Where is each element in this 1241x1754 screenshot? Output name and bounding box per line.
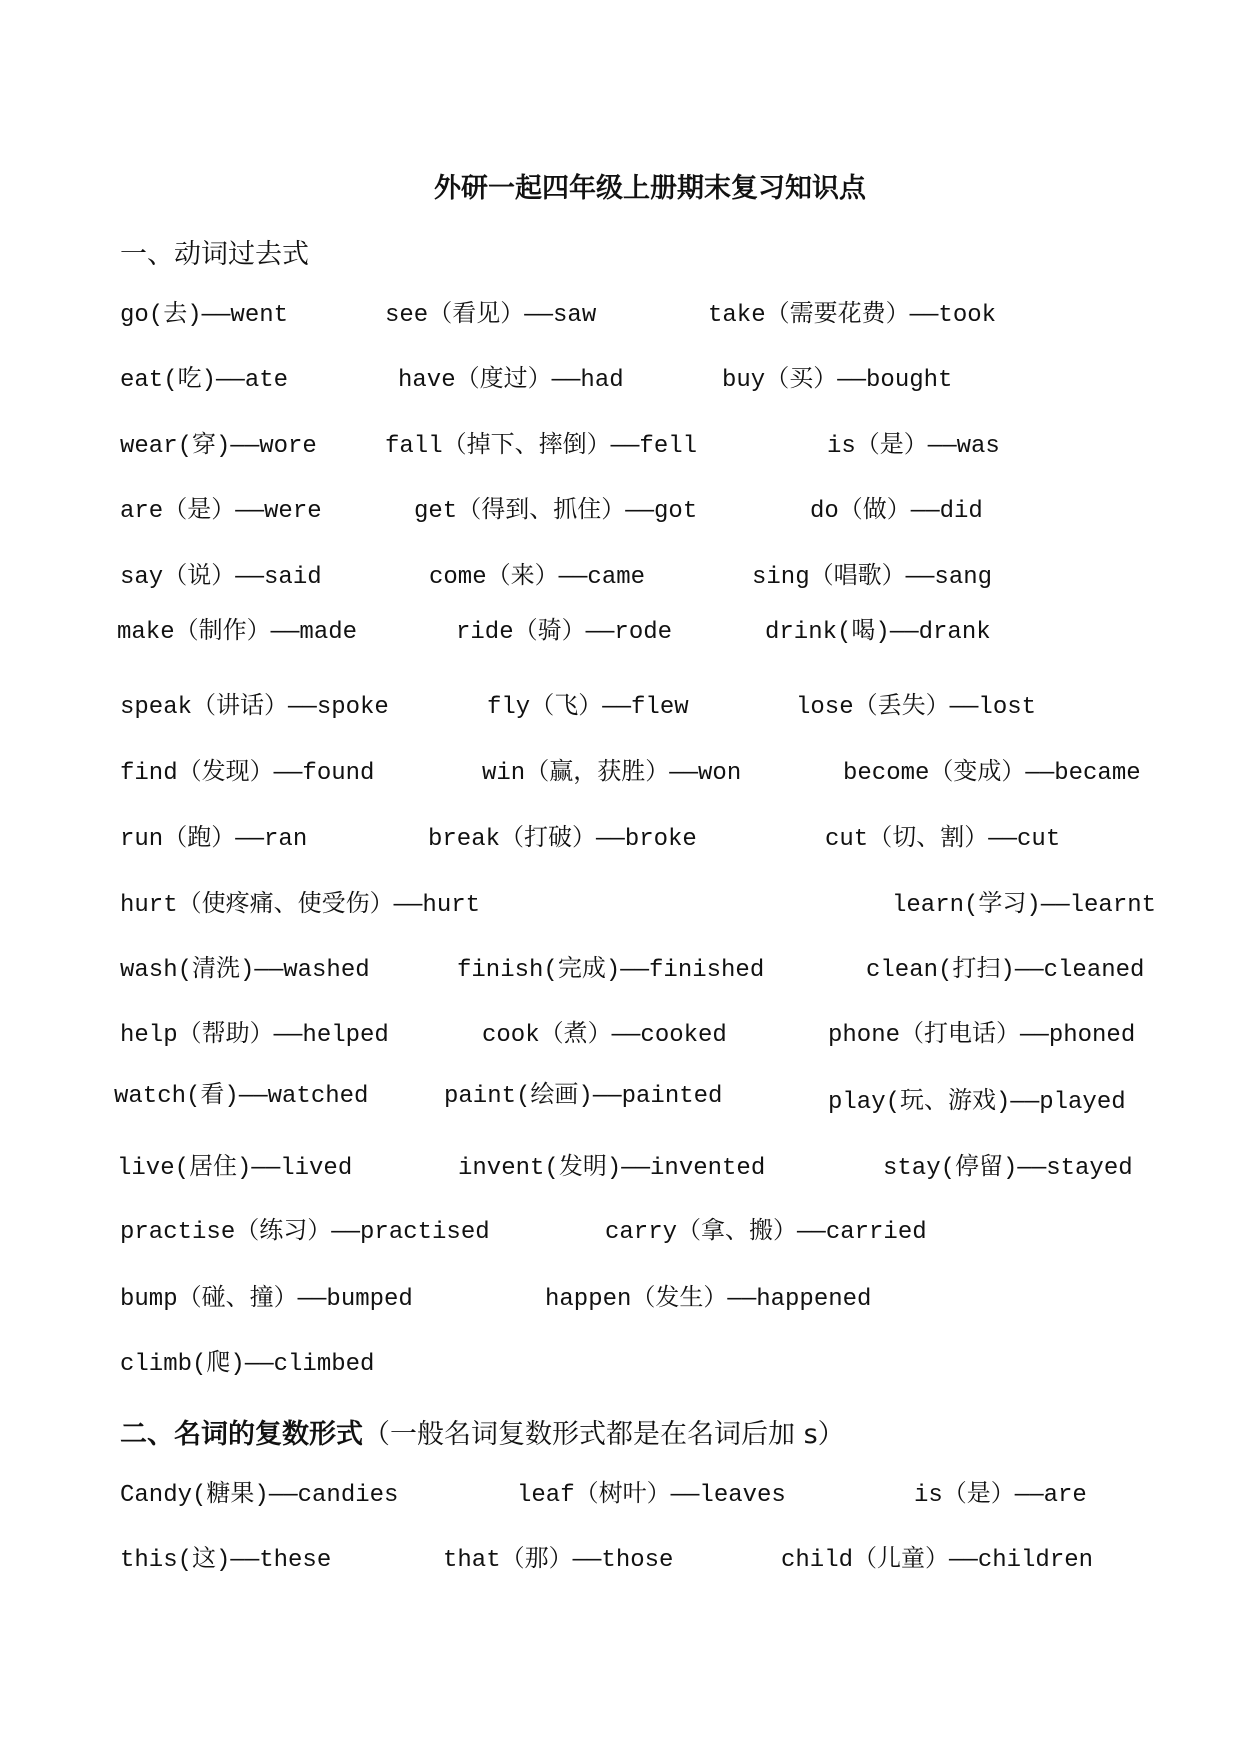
entry: lose（丢失）——lost (796, 694, 1037, 721)
entry: carry（拿、搬）——carried (605, 1219, 927, 1246)
entry: finish(完成)——finished (457, 957, 765, 984)
entry: break（打破）——broke (428, 826, 697, 853)
entry: is（是）——are (914, 1482, 1087, 1509)
entry: have（度过）——had (398, 367, 624, 394)
entry: run（跑）——ran (120, 826, 308, 853)
section-heading-plurals-title: 二、名词的复数形式 (120, 1419, 363, 1450)
entry: leaf（树叶）——leaves (517, 1482, 786, 1509)
entry: happen（发生）——happened (545, 1286, 872, 1313)
entry: learn(学习)——learnt (892, 892, 1157, 919)
entry: practise（练习）——practised (120, 1219, 490, 1246)
entry: child（儿童）——children (781, 1547, 1094, 1574)
entry: become（变成）——became (843, 760, 1141, 787)
entry: take（需要花费）——took (708, 302, 997, 329)
entry: speak（讲话）——spoke (120, 694, 389, 721)
entry: get（得到、抓住）——got (414, 498, 698, 525)
entry: make（制作）——made (117, 619, 358, 646)
entry: fly（飞）——flew (487, 694, 689, 721)
section-heading-plurals (120, 1412, 845, 1451)
entry: wash(清洗)——washed (120, 957, 370, 984)
entry: cook（煮）——cooked (482, 1022, 727, 1049)
entry: live(居住)——lived (117, 1155, 353, 1182)
section-heading-verbs: 一、动词过去式 (120, 239, 309, 270)
entry: ride（骑）——rode (456, 619, 673, 646)
entry: find（发现）——found (120, 760, 375, 787)
entry: invent(发明)——invented (458, 1155, 766, 1182)
entry: that（那）——those (443, 1547, 674, 1574)
entry: come（来）——came (429, 564, 646, 591)
entry: watch(看)——watched (114, 1083, 369, 1110)
entry: hurt（使疼痛、使受伤）——hurt (120, 892, 481, 919)
entry: win（赢，获胜）——won (482, 760, 742, 787)
entry: play(玩、游戏)——played (828, 1089, 1126, 1116)
entry: cut（切、割）——cut (825, 826, 1061, 853)
entry: clean(打扫)——cleaned (866, 957, 1145, 984)
entry: Candy(糖果)——candies (120, 1482, 399, 1509)
entry: go(去)——went (120, 302, 289, 329)
entry: help（帮助）——helped (120, 1022, 389, 1049)
entry: this(这)——these (120, 1547, 332, 1574)
entry: wear(穿)——wore (120, 433, 317, 460)
entry: drink(喝)——drank (765, 619, 991, 646)
entry: fall（掉下、摔倒）——fell (385, 433, 698, 460)
entry: do（做）——did (810, 498, 983, 525)
entry: say（说）——said (120, 564, 322, 591)
entry: phone（打电话）——phoned (828, 1022, 1136, 1049)
entry: paint(绘画)——painted (444, 1083, 723, 1110)
entry: buy（买）——bought (722, 367, 953, 394)
section-note: （一般名词复数形式都是在名词后加 s） (363, 1419, 845, 1450)
entry: sing（唱歌）——sang (752, 564, 993, 591)
entry: is（是）——was (827, 433, 1000, 460)
entry: see（看见）——saw (385, 302, 597, 329)
entry: climb(爬)——climbed (120, 1351, 375, 1378)
entry: stay(停留)——stayed (883, 1155, 1133, 1182)
entry: eat(吃)——ate (120, 367, 289, 394)
entry: are（是）——were (120, 498, 322, 525)
entry: bump（碰、撞）——bumped (120, 1286, 413, 1313)
page-title: 外研一起四年级上册期末复习知识点 (434, 173, 866, 204)
